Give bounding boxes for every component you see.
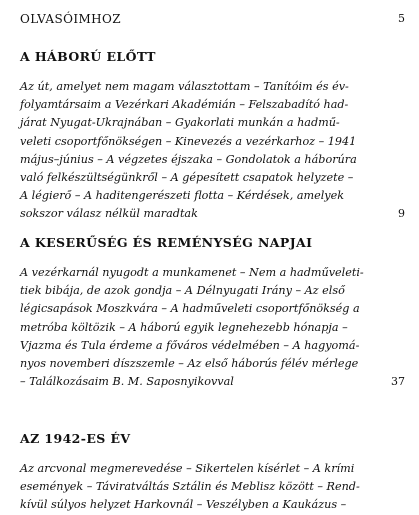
summary-line: tiek bibája, de azok gondja – A Délnyugati Irány – Az első bbox=[20, 284, 345, 298]
summary-line: – Találkozásaim B. M. Saposnyikovval bbox=[20, 375, 234, 389]
summary-line: nyos novemberi díszszemle – Az első háborús félév mérlege bbox=[20, 357, 359, 371]
summary-line: kívül súlyos helyzet Harkovnál – Veszélyben a Kaukázus – bbox=[20, 498, 347, 512]
summary-line: járat Nyugat-Ukrajnában – Gyakorlati munkán a hadmű- bbox=[20, 116, 340, 130]
section-title: AZ 1942-ES ÉV bbox=[20, 431, 131, 446]
section-summary bbox=[20, 78, 405, 224]
toc-section-1942 bbox=[20, 430, 405, 515]
section-summary bbox=[20, 264, 405, 391]
summary-line: események – Táviratváltás Sztálin és Meblisz között – Rend- bbox=[20, 480, 360, 494]
toc-section-days-of-bitterness bbox=[20, 234, 405, 391]
summary-line: Az arcvonal megmerevedése – Sikertelen kísérlet – A krími bbox=[20, 462, 355, 475]
section-title: A KESERŰSÉG ÉS REMÉNYSÉG NAPJAI bbox=[20, 235, 313, 250]
summary-line: A vezérkarnál nyugodt a munkamenet – Nem a hadműveleti- bbox=[20, 266, 364, 279]
summary-line: metróba költözik – A háború egyik legnehezebb hónapja – bbox=[20, 320, 348, 334]
summary-line: való felkészültségünkről – A gépesített csapatok helyzete – bbox=[20, 171, 354, 185]
running-header bbox=[20, 12, 405, 30]
section-title: A HÁBORÚ ELŐTT bbox=[20, 49, 156, 64]
summary-line: sokszor válasz nélkül maradtak bbox=[20, 207, 198, 221]
summary-line: A légierő – A haditengerészeti flotta – Kérdések, amelyek bbox=[20, 189, 345, 203]
summary-line: Vjazma és Tula érdeme a főváros védelmében – A hagyomá- bbox=[20, 338, 360, 352]
summary-line: Az út, amelyet nem magam választottam – Tanítóim és év- bbox=[20, 80, 349, 93]
section-summary bbox=[20, 460, 405, 515]
summary-line: május–június – A végzetes éjszaka – Gondolatok a háborúra bbox=[20, 152, 357, 166]
summary-line: légicsapások Moszkvára – A hadműveleti csoportfőnökség a bbox=[20, 302, 360, 316]
header-title: OLVASÓIMHOZ bbox=[20, 12, 122, 26]
summary-line: veleti csoportfőnökségen – Kinevezés a vezérkarhoz – 1941 bbox=[20, 134, 357, 148]
summary-line: folyamtársaim a Vezérkari Akadémián – Felszabadító had- bbox=[20, 98, 349, 112]
section-page-number: 37 bbox=[391, 375, 405, 389]
section-page-number: 9 bbox=[398, 207, 405, 221]
toc-section-before-war bbox=[20, 48, 405, 224]
header-page-number: 5 bbox=[398, 12, 405, 25]
